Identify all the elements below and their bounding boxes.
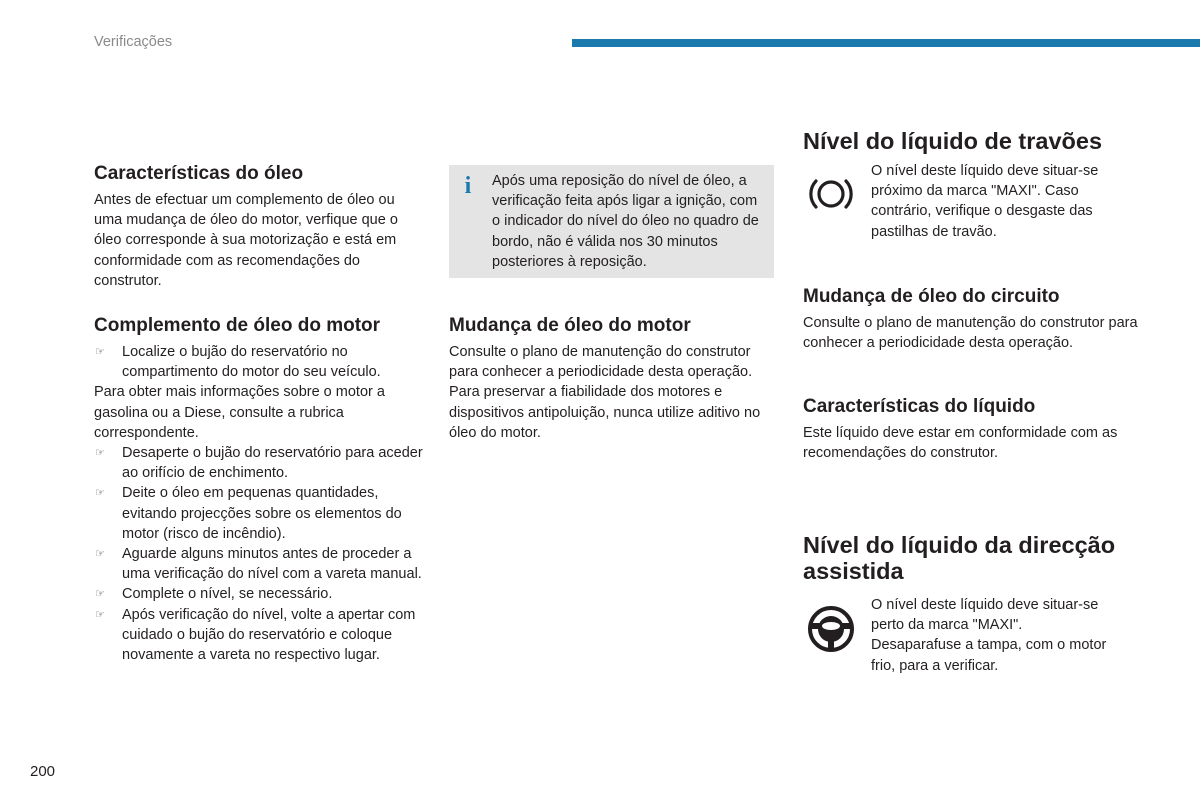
steering-wheel-icon	[806, 604, 856, 654]
info-icon: i	[464, 173, 472, 199]
section-title-brake-fluid: Nível do líquido de travões	[803, 128, 1103, 154]
section-header: Verificações	[94, 34, 173, 50]
section-title-power-steering: Nível do líquido da direcção assistida	[803, 532, 1116, 584]
list-item-text: Complete o nível, se necessário.	[122, 586, 333, 603]
section-brake-fluid	[803, 128, 1143, 154]
section-title-oil-topup: Complemento de óleo do motor	[94, 315, 381, 337]
list-item	[94, 544, 424, 584]
list-item	[94, 605, 424, 666]
page-number: 200	[30, 763, 56, 780]
hand-pointer-icon: ☞	[95, 447, 105, 460]
list-item-text: Deite o óleo em pequenas quantidades, evitando projecções sobre os elementos do motor (risco de incêndio).	[122, 485, 402, 542]
section-power-steering	[803, 532, 1163, 584]
brake-fluid-text: O nível deste líquido deve situar-se próximo da marca "MAXI". Caso contrário, verifique o desgaste das pastilhas de travão.	[871, 163, 1099, 240]
section-title-liquid-characteristics: Características do líquido	[803, 396, 1036, 417]
circuit-oil-text: Consulte o plano de manutenção do construtor para conhecer a periodicidade desta operação.	[803, 315, 1138, 352]
list-item	[94, 584, 424, 604]
list-item	[94, 483, 424, 544]
liquid-characteristics-text: Este líquido deve estar em conformidade com as recomendações do construtor.	[803, 425, 1118, 462]
oil-change-text: Consulte o plano de manutenção do construtor para conhecer a periodicidade desta operação. Para preservar a fiabilidade dos motores e dispositivos antipoluição, nunca utilize aditivo no óleo do motor.	[449, 344, 761, 441]
list-item-text: Localize o bujão do reservatório no compartimento do motor do seu veículo.	[122, 344, 381, 381]
list-item	[94, 443, 424, 483]
list-item	[94, 342, 424, 382]
list-item-text: Desaperte o bujão do reservatório para aceder ao orifício de enchimento.	[122, 445, 423, 482]
power-steering-text: O nível deste líquido deve situar-se perto da marca "MAXI". Desaparafuse a tampa, com o motor frio, para a verificar.	[871, 597, 1107, 674]
hand-pointer-icon: ☞	[95, 608, 105, 621]
column-left	[94, 162, 424, 665]
hand-pointer-icon: ☞	[95, 588, 105, 601]
section-title-oil-change: Mudança de óleo do motor	[449, 315, 691, 336]
hand-pointer-icon: ☞	[95, 548, 105, 561]
info-note-text: Após uma reposição do nível de óleo, a verificação feita após ligar a ignição, com o indicador do nível do óleo no quadro de bordo, não é válida nos 30 minutos posteriores à reposição.	[492, 173, 759, 270]
column-middle	[449, 314, 779, 443]
oil-characteristics-text: Antes de efectuar um complemento de óleo ou uma mudança de óleo do motor, verfique que o óleo corresponde à sua motorização e está em conformidade com as recomendações do construtor.	[94, 192, 398, 289]
section-title-oil-characteristics: Características do óleo	[94, 163, 304, 184]
list-item-text: Após verificação do nível, volte a apertar com cuidado o bujão do reservatório e coloque novamente a vareta no respectivo lugar.	[122, 606, 416, 664]
paragraph: Para obter mais informações sobre o motor a gasolina ou a Diese, consulte a rubrica correspondente.	[94, 384, 385, 441]
hand-pointer-icon: ☞	[95, 346, 105, 359]
brake-warning-icon	[806, 169, 856, 219]
hand-pointer-icon: ☞	[95, 487, 105, 500]
header-accent-bar	[572, 39, 1200, 47]
list-item-text: Aguarde alguns minutos antes de proceder a uma verificação do nível com a vareta manual.	[122, 546, 422, 583]
section-title-circuit-oil-change: Mudança de óleo do circuito	[803, 286, 1060, 307]
info-note-box	[449, 165, 774, 278]
section-circuit-oil	[803, 285, 1143, 353]
section-liquid-characteristics	[803, 395, 1143, 463]
